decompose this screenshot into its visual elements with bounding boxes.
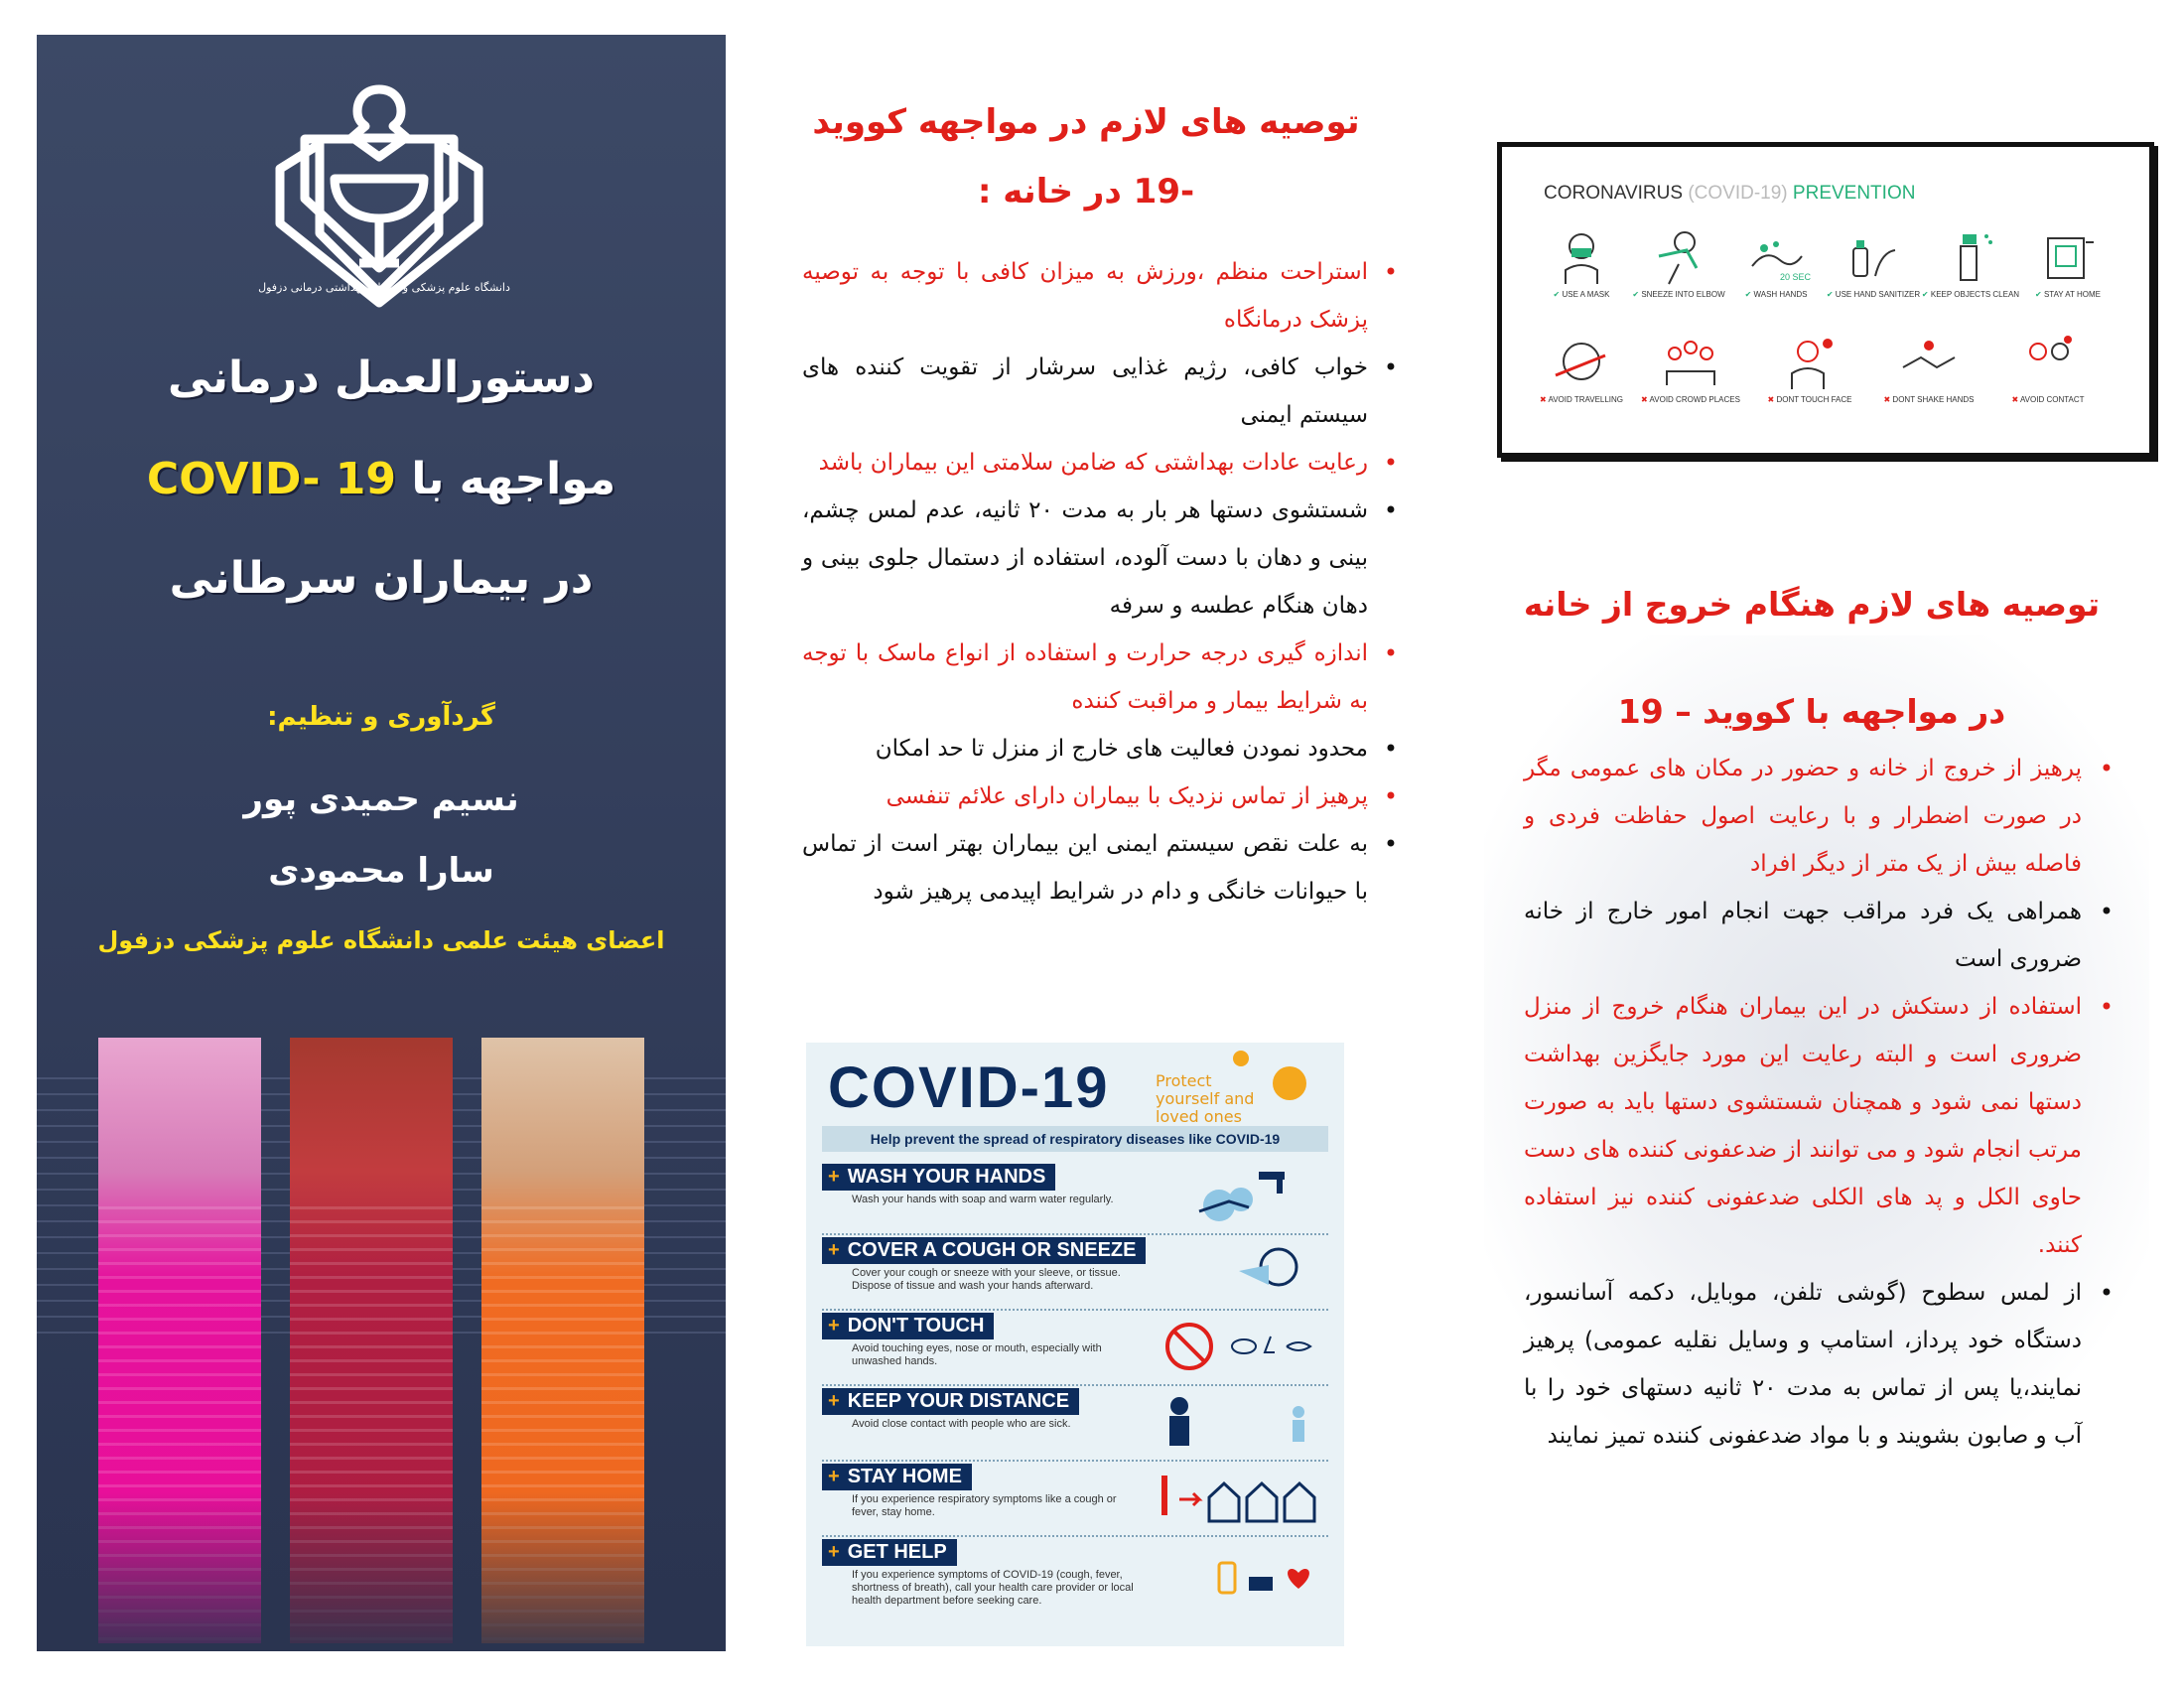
spray-bottle-icon	[1941, 226, 2000, 286]
section-heading: KEEP YOUR DISTANCE	[847, 1390, 1070, 1412]
distance-icon	[1160, 1392, 1318, 1452]
stay-home-icon	[2038, 226, 2098, 286]
section-desc: If you experience respiratory symptoms like a cough or fever, stay home.	[852, 1493, 1117, 1518]
sneeze-icon	[1160, 1241, 1318, 1301]
poster-tagline: Protect yourself and loved ones	[1156, 1071, 1255, 1126]
section-desc: Cover your cough or sneeze with your sleeve, or tissue. Dispose of tissue and wash your hands afterward.	[852, 1267, 1121, 1292]
outside-advice-list	[1524, 745, 2112, 1460]
prevention-dont-row	[1532, 332, 2127, 421]
section-heading: STAY HOME	[847, 1466, 962, 1487]
covid-poster	[806, 1043, 1344, 1646]
poster-title: COVID-19	[828, 1055, 1110, 1120]
globe-plane-icon	[1552, 332, 1611, 391]
touch-face-icon	[1780, 332, 1840, 391]
university-logo-icon	[265, 70, 493, 308]
section-heading: WASH YOUR HANDS	[847, 1166, 1046, 1188]
timer-label: 20 SEC	[1780, 272, 1812, 282]
prevention-item: ✖ AVOID TRAVELLING	[1532, 332, 1631, 404]
university-name: دانشگاه علوم پزشکی و خدمات بهداشتی درمانی دزفول	[258, 281, 510, 294]
handshake-icon	[1899, 332, 1959, 391]
home-advice-title: توصیه های لازم در مواجهه کووید -19 در خانه :	[812, 102, 1360, 211]
prevention-title: CORONAVIRUS (COVID-19) PREVENTION	[1544, 183, 1916, 204]
list-item: • محدود نمودن فعالیت های خارج از منزل تا حد امکان	[802, 725, 1368, 773]
list-item: • به علت نقص سیستم ایمنی این بیماران بهتر است از تماس با حیوانات خانگی و دام در شرایط اپیدمی پرهیز شود	[802, 820, 1368, 915]
prevention-item: ✔ SNEEZE INTO ELBOW	[1629, 226, 1728, 299]
poster-section-wash: + WASH YOUR HANDS Wash your hands with soap and warm water regularly.	[822, 1164, 1328, 1206]
cover-title-line3: در بیماران سرطانی	[169, 553, 594, 604]
author-name-2: سارا محمودی	[268, 851, 494, 891]
prevention-item: ✖ AVOID CONTACT	[1998, 332, 2098, 404]
virus-icon	[1273, 1066, 1306, 1100]
section-heading: COVER A COUGH OR SNEEZE	[847, 1239, 1137, 1261]
prevention-item: ✖ DONT SHAKE HANDS	[1879, 332, 1979, 404]
prevention-item: ✖ DONT TOUCH FACE	[1760, 332, 1859, 404]
poster-banner: Help prevent the spread of respiratory diseases like COVID-19	[822, 1126, 1328, 1152]
poster-section-distance: + KEEP YOUR DISTANCE Avoid close contact with people who are sick.	[822, 1388, 1328, 1431]
list-item: • همراهی یک فرد مراقب جهت انجام امور خارج از خانه ضروری است	[1524, 888, 2082, 983]
sanitizer-icon	[1843, 226, 1903, 286]
cover-panel	[37, 35, 726, 1651]
prevention-item: ✔ KEEP OBJECTS CLEAN	[1921, 226, 2020, 299]
home-advice-list	[802, 248, 1396, 915]
cover-title-line2	[37, 454, 726, 504]
poster-section-touch: + DON'T TOUCH Avoid touching eyes, nose or mouth, especially with unwashed hands.	[822, 1313, 1328, 1368]
list-item: • پرهیز از خروج از خانه و حضور در مکان های عمومی مگر در صورت اضطرار و با رعایت اصول حفاظت فردی و فاصله بیش از یک متر از دیگر افراد	[1524, 745, 2082, 888]
house-icon	[1160, 1468, 1318, 1527]
list-item: • رعایت عادات بهداشتی که ضامن سلامتی این بیماران باشد	[802, 439, 1368, 487]
prevention-item: ✖ AVOID CROWD PLACES	[1641, 332, 1740, 404]
list-item: • از لمس سطوح (گوشی تلفن، موبایل، دکمه آسانسور، دستگاه خود پرداز، استامپ و وسایل نقلیه عمومی) پرهیز نمایند،یا پس از تماس به مدت ۲۰ ثانیه دستهای خود را با آب و صابون بشویند و با مواد ضدعفونی کننده تمیز نمایند	[1524, 1269, 2082, 1460]
poster-section-get-help: + GET HELP If you experience symptoms of COVID-19 (cough, fever, shortness of breath), call your health care provider or local health department before seeking care.	[822, 1539, 1328, 1608]
list-item: • پرهیز از تماس نزدیک با بیماران دارای علائم تنفسی	[802, 773, 1368, 820]
list-item: • خواب کافی، رژیم غذایی سرشار از تقویت کننده های سیستم ایمنی	[802, 344, 1368, 439]
prevention-item: ✔ USE A MASK	[1532, 226, 1631, 299]
crowd-icon	[1661, 332, 1720, 391]
section-heading: DON'T TOUCH	[847, 1315, 985, 1336]
virus-icon	[1233, 1051, 1249, 1066]
poster-section-cough: + COVER A COUGH OR SNEEZE Cover your cough or sneeze with your sleeve, or tissue. Dispose of tissue and wash your hands afterward.	[822, 1237, 1328, 1293]
prevention-infographic	[1497, 142, 2154, 458]
phone-help-icon	[1160, 1543, 1318, 1603]
contact-icon	[2018, 332, 2078, 391]
cover-title-line1: دستورالعمل درمانی	[168, 352, 595, 403]
section-desc: If you experience symptoms of COVID-19 (cough, fever, shortness of breath), call your health care provider or local health department before seeking care.	[852, 1569, 1134, 1607]
section-desc: Avoid close contact with people who are sick.	[852, 1418, 1071, 1430]
prevention-item: ✔ USE HAND SANITIZER	[1824, 226, 1923, 299]
mask-icon	[1552, 226, 1611, 286]
sneeze-elbow-icon	[1649, 226, 1708, 286]
prevention-item: 20 SEC ✔ WASH HANDS	[1726, 226, 1826, 299]
list-item: • شستشوی دستها هر بار به مدت ۲۰ ثانیه، عدم لمس چشم، بینی و دهان با دست آلوده، استفاده از دستمال جلوی بینی و دهان هنگام عطسه و سرفه	[802, 487, 1368, 630]
hand-wash-icon	[1160, 1168, 1318, 1227]
list-item: • استراحت منظم ،ورزش به میزان کافی با توجه به توصیه پزشک درمانگاه	[802, 248, 1368, 344]
prevention-do-row	[1532, 226, 2127, 316]
prevention-item: ✔ STAY AT HOME	[2018, 226, 2117, 299]
faculty-affiliation: اعضای هیئت علمی دانشگاه علوم پزشکی دزفول	[97, 926, 665, 954]
section-heading: GET HELP	[847, 1541, 947, 1563]
no-touch-icon	[1160, 1317, 1318, 1376]
list-item: • استفاده از دستکش در این بیماران هنگام خروج از منزل ضروری است و البته رعایت این مورد جایگزین بهداشت دستها نمی شود و همچنان شستشوی دستها باید به صورت مرتب انجام شود و می توانند از ضدعفونی کننده های دست حاوی الکل و پد های الکلی ضدعفونی کننده نیز استفاده کنند.	[1524, 983, 2082, 1269]
section-desc: Avoid touching eyes, nose or mouth, especially with unwashed hands.	[852, 1342, 1102, 1367]
author-name-1: نسیم حمیدی پور	[243, 779, 519, 819]
cover-fade	[37, 1492, 726, 1651]
compiled-by-label: گردآوری و تنظیم:	[267, 702, 495, 732]
cover-title-covid: COVID- 19	[146, 454, 397, 504]
poster-section-stay-home: + STAY HOME If you experience respiratory symptoms like a cough or fever, stay home.	[822, 1464, 1328, 1519]
outside-advice-title: توصیه های لازم هنگام خروج از خانه در مواجهه با کووید – 19	[1523, 585, 2101, 731]
list-item: • اندازه گیری درجه حرارت و استفاده از انواع ماسک با توجه به شرایط بیمار و مراقبت کننده	[802, 630, 1368, 725]
section-desc: Wash your hands with soap and warm water regularly.	[852, 1194, 1114, 1205]
cover-title-prefix: مواجهه با	[411, 454, 616, 504]
